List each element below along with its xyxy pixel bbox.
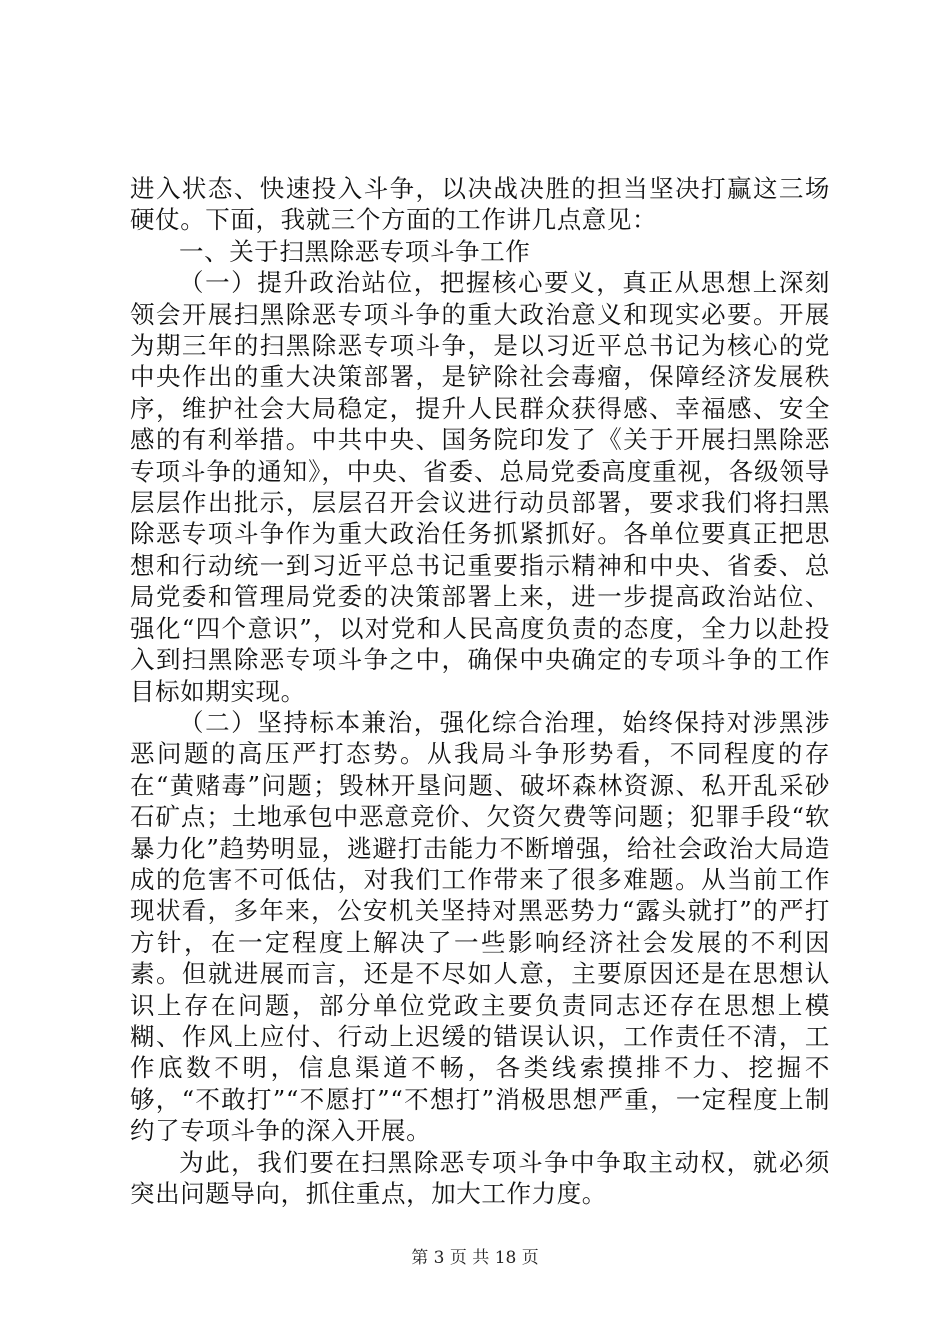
- document-body: [130, 173, 830, 1209]
- page-number-footer: 第 3 页 共 18 页: [411, 1248, 539, 1268]
- paragraph-conclusion: 为此，我们要在扫黑除恶专项斗争中争取主动权，就必须突出问题导向，抓住重点，加大工作力度。: [130, 1147, 830, 1208]
- paragraph-continuation: 进入状态、快速投入斗争，以决战决胜的担当坚决打赢这三场硬仗。下面，我就三个方面的工作讲几点意见：: [130, 174, 830, 235]
- paragraph-political-stance: （一）提升政治站位，把握核心要义，真正从思想上深刻领会开展扫黑除恶专项斗争的重大政治意义和现实必要。开展为期三年的扫黑除恶专项斗争，是以习近平总书记为核心的党中央作出的重大决策部署，是铲除社会毒瘤，保障经济发展秩序，维护社会大局稳定，提升人民群众获得感、幸福感、安全感的有利举措。中共中央、国务院印发了《关于开展扫黑除恶专项斗争的通知》，中央、省委、总局党委高度重视，各级领导层层作出批示，层层召开会议进行动员部署，要求我们将扫黑除恶专项斗争作为重大政治任务抓紧抓好。各单位要真正把思想和行动统一到习近平总书记重要指示精神和中央、省委、总局党委和管理局党委的决策部署上来，进一步提高政治站位、强化“四个意识”，以对党和人民高度负责的态度，全力以赴投入到扫黑除恶专项斗争之中，确保中央确定的专项斗争的工作目标如期实现。: [130, 268, 830, 706]
- paragraph-comprehensive-governance: （二）坚持标本兼治，强化综合治理，始终保持对涉黑涉恶问题的高压严打态势。从我局斗争形势看，不同程度的存在“黄赌毒”问题；毁林开垦问题、破坏森林资源、私开乱采砂石矿点；土地承包中恶意竞价、欠资欠费等问题；犯罪手段“软暴力化”趋势明显，逃避打击能力不断增强，给社会政治大局造成的危害不可低估，对我们工作带来了很多难题。从当前工作现状看，多年来，公安机关坚持对黑恶势力“露头就打”的严打方针，在一定程度上解决了一些影响经济社会发展的不利因素。但就进展而言，还是不尽如人意，主要原因还是在思想认识上存在问题，部分单位党政主要负责同志还存在思想上模糊、作风上应付、行动上迟缓的错误认识，工作责任不清，工作底数不明，信息渠道不畅，各类线索摸排不力、挖掘不够，“不敢打”“不愿打”“不想打”消极思想严重，一定程度上制约了专项斗争的深入开展。: [130, 707, 830, 1146]
- section-heading: 一、关于扫黑除恶专项斗争工作: [179, 236, 531, 266]
